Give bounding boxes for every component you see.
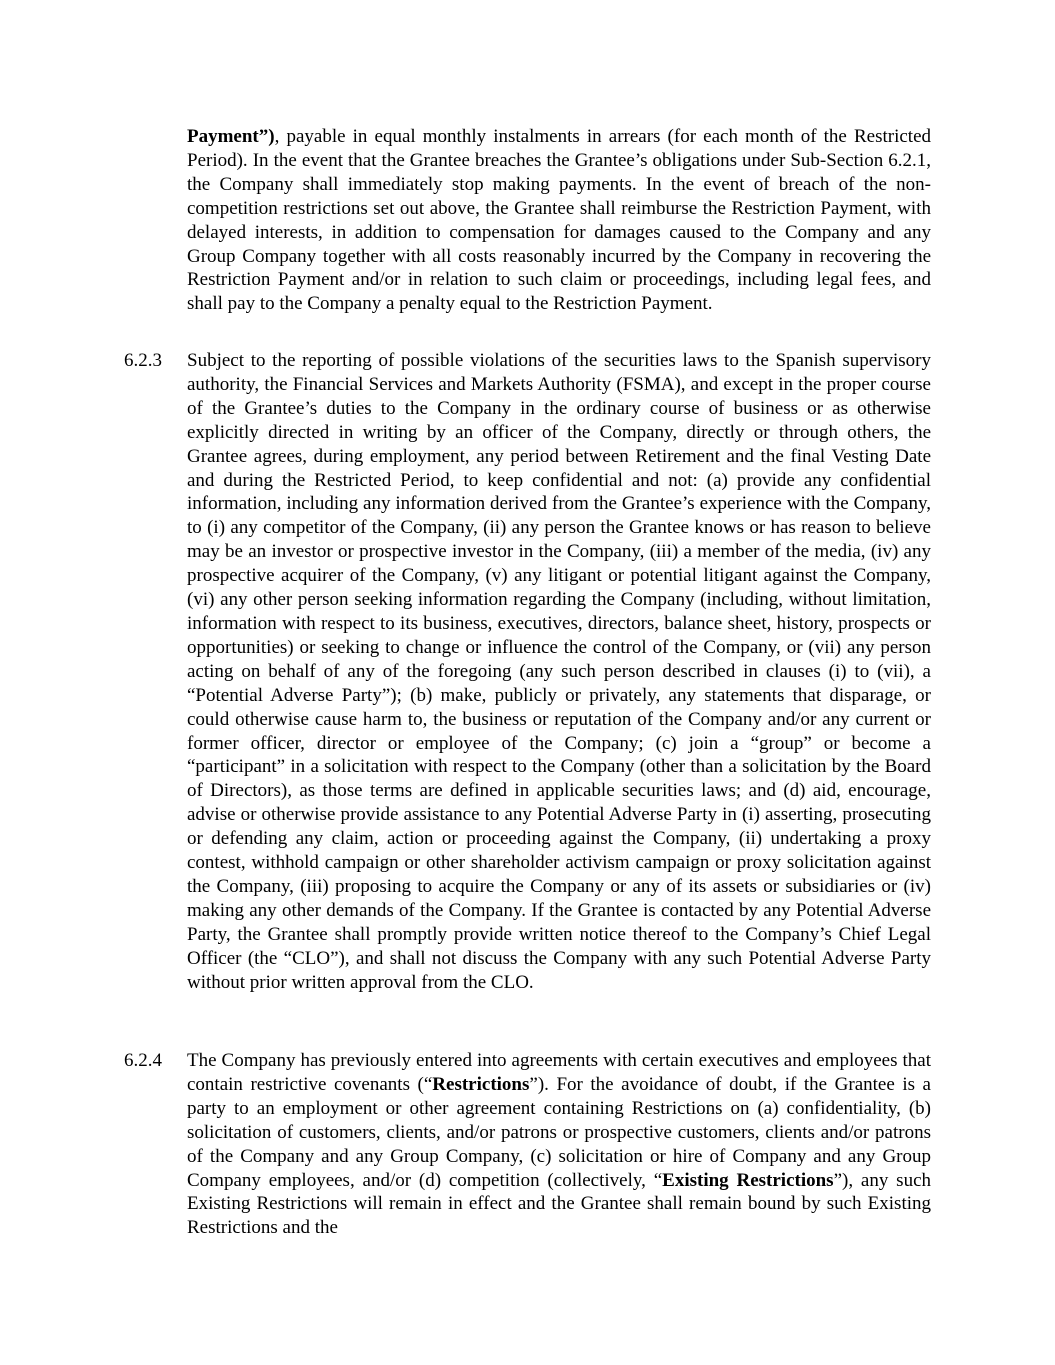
- continuation-paragraph: [187, 125, 931, 316]
- continuation-text: , payable in equal monthly instalments in arrears (for each month of the Restricted Period). In the event that the Grantee breaches the Grantee’s obligations under Sub-Section 6.2.1, the Company shall immediately stop making payments. In the event of breach of the non-competition restrictions set out above, the Grantee shall reimburse the Restriction Payment, with delayed interests, in addition to compensation for damages caused to the Company and any Group Company together with all costs reasonably incurred by the Company in recovering the Restriction Payment and/or in relation to such claim or proceedings, including legal fees, and shall pay to the Company a penalty equal to the Restriction Payment.: [187, 126, 931, 315]
- clause-text-part: The Company has previously entered into agreements with certain executives and employees that contain restrictive covenants (“: [187, 1050, 931, 1095]
- clause-text-part: ”). For the avoidance of doubt, if the Grantee is a party to an employment or other agreement containing Restrictions on (a) confidentiality, (b) solicitation of customers, clients, and/or patrons or prospective customers, clients and/or patrons of the Company and any Group Company, (c) solicitation or hire of Company and any Group Company employees, and/or (d) competition (collectively, “: [187, 1073, 931, 1191]
- clause-number: 6.2.3: [124, 350, 162, 371]
- clause-number: 6.2.4: [124, 1050, 162, 1071]
- continuation-bold-term: Payment”): [187, 126, 275, 147]
- defined-term-restrictions: Restrictions: [432, 1073, 530, 1095]
- clause-body: Subject to the reporting of possible violations of the securities laws to the Spanish supervisory authority, the Financial Services and Markets Authority (FSMA), and except in the proper course of the Grantee’s duties to the Company in the ordinary course of business or as otherwise explicitly directed in writing by an officer of the Company, directly or through others, the Grantee agrees, during employment, any period between Retirement and the final Vesting Date and during the Restricted Period, to keep confidential and not: (a) provide any confidential information, including any information derived from the Grantee’s experience with the Company, to (i) any competitor of the Company, (ii) any person the Grantee knows or has reason to believe may be an investor or prospective investor in the Company, (iii) a member of the media, (iv) any prospective acquirer of the Company, (v) any litigant or potential litigant against the Company, (vi) any other person seeking information regarding the Company (including, without limitation, information with respect to its business, executives, directors, balance sheet, history, prospects or opportunities) or seeking to change or influence the control of the Company, or (vii) any person acting on behalf of any of the foregoing (any such person described in clauses (i) to (vii), a “Potential Adverse Party”); (b) make, publicly or privately, any statements that disparage, or could otherwise cause harm to, the business or reputation of the Company and/or any current or former officer, director or employee of the Company; (c) join a “group” or become a “participant” in a solicitation with respect to the Company (other than a solicitation by the Board of Directors), as those terms are defined in applicable securities laws; and (d) aid, encourage, advise or otherwise provide assistance to any Potential Adverse Party in (i) asserting, prosecuting or defending any claim, action or proceeding against the Company, (ii) undertaking a proxy contest, withhold campaign or other shareholder activism campaign or proxy solicitation against the Company, (iii) proposing to acquire the Company or any of its assets or subsidiaries or (iv) making any other demands of the Company. If the Grantee is contacted by any Potential Adverse Party, the Grantee shall promptly provide written notice thereof to the Company’s Chief Legal Officer (the “CLO”), and shall not discuss the Company with any such Potential Adverse Party without prior written approval from the CLO.: [187, 350, 931, 993]
- clause-text-part: ”), any such Existing Restrictions will remain in effect and the Grantee shall remain bound by such Existing Restrictions and the: [187, 1169, 931, 1239]
- clause-6-2-3: [124, 349, 931, 994]
- clause-body: [187, 1049, 931, 1240]
- clause-6-2-4: [124, 1049, 931, 1240]
- defined-term-existing-restrictions: Existing Restrictions: [662, 1169, 834, 1191]
